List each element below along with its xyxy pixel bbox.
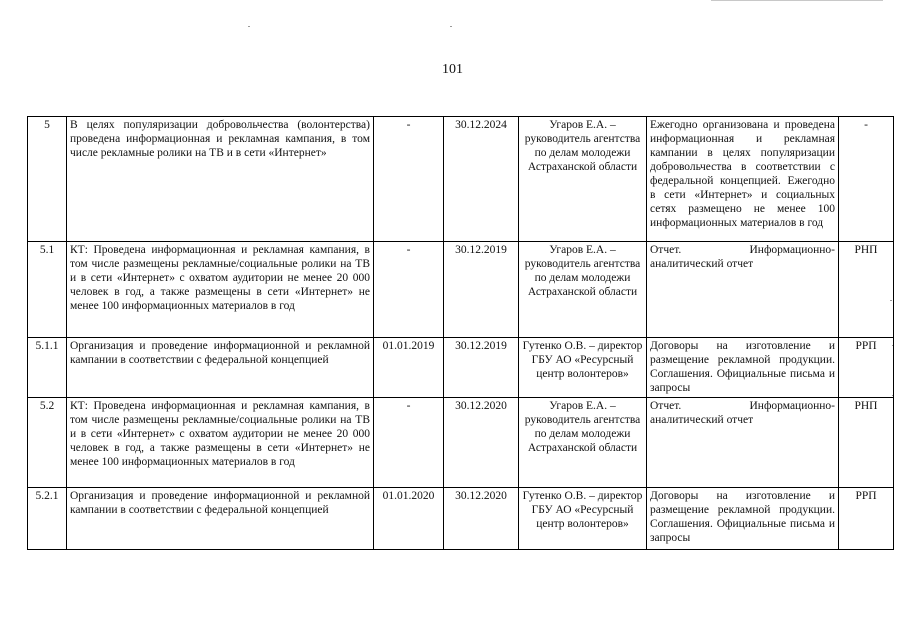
row-responsible: Гутенко О.В. – директор ГБУ АО «Ресурсный центр волонтеров»	[519, 488, 647, 550]
plan-table	[27, 116, 894, 550]
row-end-date: 30.12.2020	[444, 488, 519, 550]
row-result: Отчет. Информационно-аналитический отчет	[647, 398, 839, 488]
row-end-date: 30.12.2019	[444, 338, 519, 398]
row-result: Отчет. Информационно-аналитический отчет	[647, 242, 839, 338]
row-start-date: -	[374, 117, 444, 242]
table-row	[28, 117, 894, 242]
row-kind: РРП	[839, 338, 894, 398]
table-row	[28, 398, 894, 488]
top-rule	[711, 0, 883, 1]
row-number: 5	[28, 117, 67, 242]
row-end-date: 30.12.2019	[444, 242, 519, 338]
row-start-date: -	[374, 398, 444, 488]
row-number: 5.2.1	[28, 488, 67, 550]
row-responsible: Гутенко О.В. – директор ГБУ АО «Ресурсный центр волонтеров»	[519, 338, 647, 398]
row-end-date: 30.12.2024	[444, 117, 519, 242]
page-number: 101	[442, 62, 463, 77]
row-number: 5.1	[28, 242, 67, 338]
row-number: 5.2	[28, 398, 67, 488]
row-start-date: 01.01.2019	[374, 338, 444, 398]
row-kind: РРП	[839, 488, 894, 550]
row-kind: -	[839, 117, 894, 242]
table-row	[28, 488, 894, 550]
row-end-date: 30.12.2020	[444, 398, 519, 488]
row-start-date: -	[374, 242, 444, 338]
scan-speck	[248, 26, 250, 27]
row-kind: РНП	[839, 398, 894, 488]
row-responsible: Угаров Е.А. – руководитель агентства по делам молодежи Астраханской области	[519, 398, 647, 488]
row-kind: РНП	[839, 242, 894, 338]
row-result: Договоры на изготовление и размещение рекламной продукции. Соглашения. Официальные письма и запросы	[647, 338, 839, 398]
row-description: Организация и проведение информационной и рекламной кампании в соответствии с федеральной концепцией	[67, 488, 374, 550]
row-responsible: Угаров Е.А. – руководитель агентства по делам молодежи Астраханской области	[519, 117, 647, 242]
row-responsible: Угаров Е.А. – руководитель агентства по делам молодежи Астраханской области	[519, 242, 647, 338]
row-description: Организация и проведение информационной и рекламной кампании в соответствии с федеральной концепцией	[67, 338, 374, 398]
row-result: Договоры на изготовление и размещение рекламной продукции. Соглашения. Официальные письма и запросы	[647, 488, 839, 550]
scan-speck	[450, 26, 452, 27]
row-result: Ежегодно организована и проведена информационная и рекламная кампании в целях популяризации добровольчества в соответствии с федеральной концепцией. Ежегодно в сети «Интернет» и социальных сетях размещено не менее 100 информационных материалов в год	[647, 117, 839, 242]
table-row	[28, 338, 894, 398]
row-number: 5.1.1	[28, 338, 67, 398]
table-row	[28, 242, 894, 338]
row-description: КТ: Проведена информационная и рекламная кампания, в том числе размещены рекламные/социальные ролики на ТВ и в сети «Интернет» с охватом аудитории не менее 20 000 человек в год, а также размещены в сети «Интернет» не менее 100 информационных материалов в год	[67, 242, 374, 338]
row-description: КТ: Проведена информационная и рекламная кампания, в том числе размещены рекламные/социальные ролики на ТВ и в сети «Интернет» с охватом аудитории не менее 20 000 человек в год, а также размещены в сети «Интернет» не менее 100 информационных материалов в год	[67, 398, 374, 488]
row-start-date: 01.01.2020	[374, 488, 444, 550]
row-description: В целях популяризации добровольчества (волонтерства) проведена информационная и рекламная кампания, в том числе рекламные ролики на ТВ и в сети «Интернет»	[67, 117, 374, 242]
